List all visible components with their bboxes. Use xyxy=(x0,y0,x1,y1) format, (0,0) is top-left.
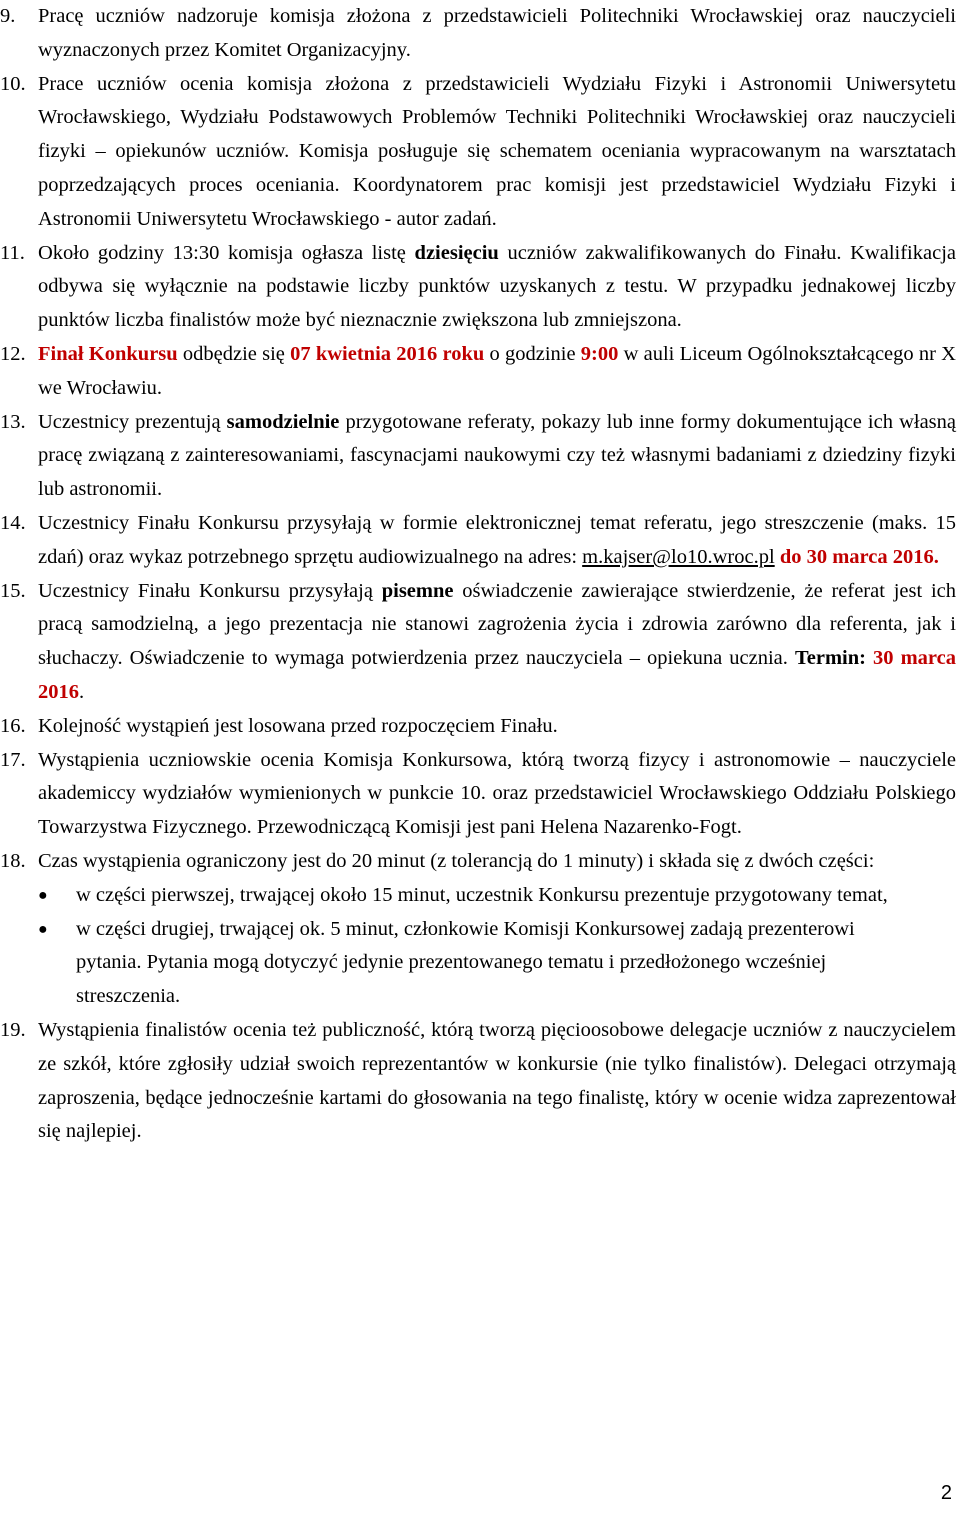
text-segment: pisemne xyxy=(381,579,454,602)
list-item xyxy=(0,68,960,237)
page-number: 2 xyxy=(940,1482,952,1504)
bullet-dot-icon: ● xyxy=(38,920,48,938)
list-item xyxy=(0,406,960,507)
text-segment: 07 kwietnia 2016 roku xyxy=(290,342,485,365)
item-text xyxy=(38,744,960,845)
text-segment: Termin: xyxy=(794,647,866,670)
item-paragraph xyxy=(38,338,956,406)
item-text xyxy=(38,406,960,507)
item-text xyxy=(38,1014,960,1149)
item-text xyxy=(38,237,960,338)
item-text xyxy=(38,68,960,237)
item-number: 15. xyxy=(0,579,26,602)
text-segment: Wystąpienia uczniowskie ocenia Komisja Konkursowa, którą tworzą fizycy i astronomowie – nauczyciele akademiccy wydziałów wymienionych w punkcie 10. oraz przedstawiciel Wrocławskiego Oddziału Polskiego Towarzystwa Fizycznego. Przewodniczącą Komisji jest pani Helena Nazarenko-Fogt. xyxy=(38,748,956,839)
text-segment: Uczestnicy Finału Konkursu przysyłają xyxy=(38,579,382,602)
text-segment: uczniów zakwalifikowanych do Finału. Kwalifikacja odbywa się wyłącznie na podstawie liczby punktów uzyskanych z testu. W przypadku jednakowej liczby punktów liczba finalistów może być nieznacznie zwiększona lub zmniejszona. xyxy=(38,241,956,332)
text-segment: o godzinie xyxy=(484,342,581,365)
item-paragraph xyxy=(38,744,956,845)
list-item xyxy=(0,1014,960,1149)
item-text xyxy=(38,0,960,68)
item-number: 16. xyxy=(0,714,26,737)
text-segment: Kolejność wystąpień jest losowana przed rozpoczęciem Finału. xyxy=(38,714,558,737)
text-segment: 9:00 xyxy=(580,342,619,365)
email-link[interactable]: m.kajser@lo10.wroc.pl xyxy=(582,545,775,568)
text-segment: oświadczenie zawierające stwierdzenie, że referat jest ich pracą samodzielną, a jego prezentacja nie stanowi zagrożenia życia i zdrowia zarówno dla referenta, jak i słuchaczy. Oświadczenie to wymaga potwierdzenia przez nauczyciela – opiekuna ucznia. xyxy=(38,579,957,670)
bullet-item xyxy=(38,879,956,913)
item-paragraph xyxy=(38,575,956,710)
text-segment: . xyxy=(79,680,85,703)
item-paragraph xyxy=(38,845,956,879)
text-segment: Finał Konkursu xyxy=(38,342,178,365)
list-item xyxy=(0,575,960,710)
item-paragraph xyxy=(38,507,956,575)
item-number: 10. xyxy=(0,72,26,95)
bullet-list xyxy=(38,879,956,1014)
text-segment: Pracę uczniów nadzoruje komisja złożona z przedstawicieli Politechniki Wrocławskiej oraz nauczycieli wyznaczonych przez Komitet Organizacyjny. xyxy=(38,5,956,61)
text-segment: Uczestnicy prezentują xyxy=(38,410,227,433)
list-item xyxy=(0,0,960,68)
item-number: 9. xyxy=(0,5,16,27)
text-segment: Czas wystąpienia ograniczony jest do 20 minut (z tolerancją do 1 minuty) i składa się z dwóch części: xyxy=(38,849,875,872)
item-number: 17. xyxy=(0,748,26,771)
item-number: 13. xyxy=(0,410,26,433)
item-text xyxy=(38,845,960,1014)
item-number: 19. xyxy=(0,1018,26,1041)
text-segment: dziesięciu xyxy=(414,241,499,264)
item-text xyxy=(38,507,960,575)
text-segment: w auli Liceum Ogólnokształcącego nr X we Wrocławiu. xyxy=(38,342,956,399)
text-segment: odbędzie się xyxy=(177,342,291,365)
text-segment: do 30 marca 2016. xyxy=(779,545,939,568)
bullet-dot-icon: ● xyxy=(38,886,48,904)
bullet-item xyxy=(38,913,956,1014)
list-item xyxy=(0,507,960,575)
text-segment: Około godziny 13:30 komisja ogłasza listę xyxy=(38,241,415,264)
text-segment: przygotowane referaty, pokazy lub inne formy dokumentujące ich własną pracę związaną z zainteresowaniami, fascynacjami naukowymi czy też własnymi badaniami z dziedziny fizyki lub astronomii. xyxy=(38,410,956,501)
bullet-text: w części pierwszej, trwającej około 15 minut, uczestnik Konkursu prezentuje przygotowany temat, xyxy=(76,883,888,906)
item-number: 18. xyxy=(0,849,26,872)
item-text xyxy=(38,710,960,744)
item-paragraph xyxy=(38,0,956,68)
list-item xyxy=(0,237,960,338)
text-segment: 30 marca 2016 xyxy=(38,647,957,703)
item-paragraph xyxy=(38,237,956,338)
item-paragraph xyxy=(38,710,956,744)
text-segment: samodzielnie xyxy=(226,410,340,433)
list-item xyxy=(0,744,960,845)
text-segment: Uczestnicy Finału Konkursu przysyłają w formie elektronicznej temat referatu, jego streszczenie (maks. 15 zdań) oraz wykaz potrzebnego sprzętu audiowizualnego na adres: xyxy=(38,511,956,568)
list-item xyxy=(0,338,960,406)
text-segment: Prace uczniów ocenia komisja złożona z przedstawicieli Wydziału Fizyki i Astronomii Uniwersytetu Wrocławskiego, Wydziału Podstawowych Problemów Techniki Politechniki Wrocławskiej oraz nauczycieli fizyki – opiekunów uczniów. Komisja posługuje się schematem oceniania wypracowanym na warsztatach poprzedzających proces oceniania. Koordynatorem prac komisji jest przedstawiciel Wydziału Fizyki i Astronomii Uniwersytetu Wrocławskiego - autor zadań. xyxy=(38,72,956,230)
list-item xyxy=(0,845,960,1014)
bullet-text: w części drugiej, trwającej ok. 5 minut, członkowie Komisji Konkursowej zadają prezenterowi pytania. Pytania mogą dotyczyć jedynie prezentowanego tematu i przedłożonego wcześniej streszczenia. xyxy=(76,917,855,1008)
item-number: 14. xyxy=(0,511,26,534)
list-item xyxy=(0,710,960,744)
item-number: 12. xyxy=(0,342,26,365)
item-text xyxy=(38,575,960,710)
item-paragraph xyxy=(38,406,956,507)
item-number: 11. xyxy=(0,241,25,264)
item-text xyxy=(38,338,960,406)
item-paragraph xyxy=(38,68,956,237)
text-segment: Wystąpienia finalistów ocenia też publiczność, którą tworzą pięcioosobowe delegacje uczniów z nauczycielem ze szkół, które zgłosiły udział swoich reprezentantów w konkursie (nie tylko finalistów). Delegaci otrzymają zaproszenia, będące jednocześnie kartami do głosowania na tego finalistę, który w ocenie widza zaprezentował się najlepiej. xyxy=(38,1018,956,1143)
item-paragraph xyxy=(38,1014,956,1149)
text-segment xyxy=(866,647,873,669)
